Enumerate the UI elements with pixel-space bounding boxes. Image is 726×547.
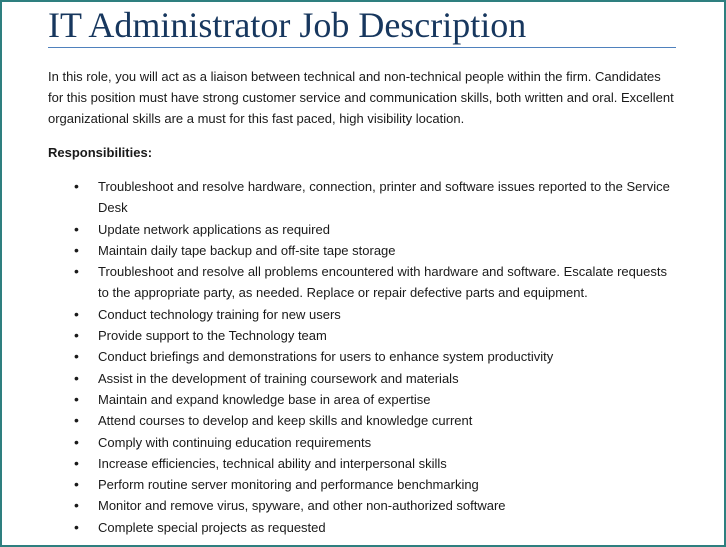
responsibility-text: Troubleshoot and resolve all problems encountered with hardware and software. Escalate requests to the appropriate party, as needed. Replace or repair defective parts and equipment. [98,264,667,301]
responsibility-item [48,176,678,219]
document-body [48,66,678,538]
responsibility-text: Attend courses to develop and keep skills and knowledge current [98,413,473,429]
responsibility-text: Increase efficiencies, technical ability and interpersonal skills [98,455,447,471]
bullet-icon: • [74,178,79,194]
responsibility-text: Conduct briefings and demonstrations for users to enhance system productivity [98,349,554,365]
responsibility-text: Comply with continuing education requirements [98,434,372,450]
bullet-icon: • [74,327,79,344]
title-divider [48,47,676,48]
responsibilities-list [48,176,678,538]
responsibility-item [48,240,678,261]
intro-paragraph: In this role, you will act as a liaison between technical and non-technical people within the firm. Candidates for this position must have strong customer service and communication skills, both written and oral. Excellent organizational skills are a must for this fast paced, high visibility location. [48,69,674,126]
bullet-icon: • [74,263,79,280]
responsibility-text: Provide support to the Technology team [98,328,327,344]
responsibility-text: Conduct technology training for new users [98,306,341,322]
responsibility-text: Perform routine server monitoring and performance benchmarking [98,477,479,493]
page-title: IT Administrator Job Description [48,5,527,45]
responsibility-item [48,261,678,304]
responsibility-text: Complete special projects as requested [98,519,326,535]
responsibility-text: Update network applications as required [98,221,330,237]
responsibility-item [48,453,678,474]
bullet-icon: • [74,518,79,535]
responsibility-item [48,304,678,325]
responsibility-item [48,219,678,240]
responsibility-text: Maintain and expand knowledge base in area of expertise [98,391,431,407]
bullet-icon: • [74,348,79,365]
responsibility-item [48,346,678,367]
bullet-icon: • [74,241,79,258]
bullet-icon: • [74,305,79,322]
bullet-icon: • [74,497,79,514]
responsibility-text: Maintain daily tape backup and off-site tape storage [98,242,396,258]
responsibilities-heading: Responsibilities: [48,145,153,160]
bullet-icon: • [74,476,79,493]
bullet-icon: • [74,220,79,237]
responsibility-item [48,432,678,453]
responsibility-item [48,410,678,431]
bullet-icon: • [74,369,79,386]
bullet-icon: • [74,412,79,429]
bullet-icon: • [74,433,79,450]
responsibility-item [48,325,678,346]
responsibility-text: Monitor and remove virus, spyware, and other non-authorized software [98,498,506,514]
responsibility-item [48,368,678,389]
responsibility-item [48,474,678,495]
responsibility-item [48,495,678,516]
responsibility-item [48,389,678,410]
bullet-icon: • [74,454,79,471]
responsibility-text: Assist in the development of training coursework and materials [98,370,459,386]
bullet-icon: • [74,390,79,407]
responsibility-text: Troubleshoot and resolve hardware, connection, printer and software issues reported to the Service Desk [98,179,670,216]
responsibility-item [48,517,678,538]
